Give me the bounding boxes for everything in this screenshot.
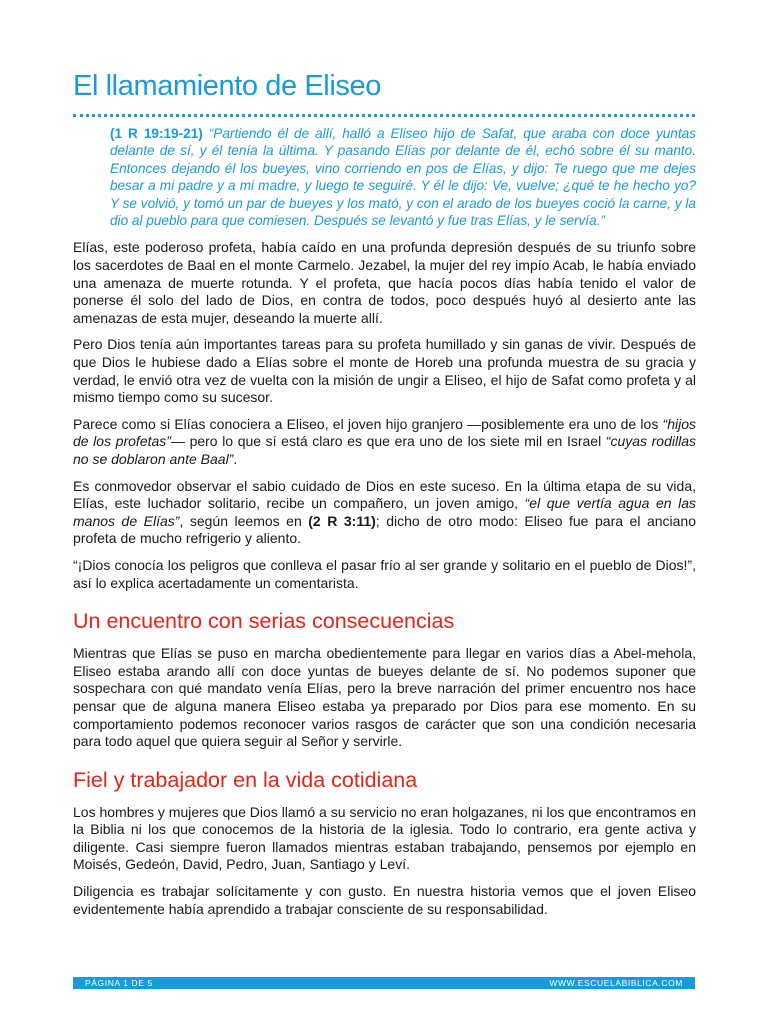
- intro-paragraph-1: Elías, este poderoso profeta, había caído en una profunda depresión después de su triunfo sobre los sacerdotes de Baal en el monte Carmelo. Jezabel, la mujer del rey impío Acab, le había enviado una amenaza de muerte rotunda. Y el profeta, que hacía pocos días había tenido el valor de ponerse él solo del lado de Dios, en contra de todos, poco después huyó al desierto ante las amenazas de esta mujer, deseando la muerte allí.: [73, 239, 696, 326]
- section-heading-fiel: Fiel y trabajador en la vida cotidiana: [73, 767, 418, 792]
- page-number: PÁGINA 1 DE 5: [85, 978, 153, 988]
- quoted-phrase: “hijos de los profetas”: [73, 415, 696, 450]
- page-footer: [73, 977, 695, 989]
- page-title: El llamamiento de Eliseo: [73, 70, 381, 102]
- section-heading-encuentro: Un encuentro con serias consecuencias: [73, 609, 455, 634]
- section1-paragraph-1: Mientras que Elías se puso en marcha obedientemente para llegar en varios días a Abel-mehola, Eliseo estaba arando allí con doce yuntas de bueyes delante de sí. No podemos suponer que sospechara con qué mandato venía Elías, pero la breve narración del primer encuentro nos hace pensar que de alguna manera Eliseo estaba ya preparado por Dios para ese momento. En su comportamiento podemos reconocer varios rasgos de carácter que son una condición necesaria para todo aquel que quiera seguir al Señor y servirle.: [73, 645, 696, 750]
- text-run: — pero lo que sí está claro es que era uno de los siete mil en Israel: [170, 433, 606, 450]
- text-run: , según leemos en: [179, 512, 309, 529]
- bible-reference: (2 R 3:11): [308, 512, 376, 529]
- scripture-text: “Partiendo él de allí, halló a Eliseo hijo de Safat, que araba con doce yuntas delante de sí, y él tenía la última. Y pasando Elías por delante de él, echó sobre él su manto. Entonces dejando él los bueyes, vino corriendo en pos de Elías, y dijo: Te ruego que me dejes besar a mi padre y a mi madre, y luego te seguiré. Y él le dijo: Ve, vuelve; ¿qué te he hecho yo? Y se volvió, y tomó un par de bueyes y los mató, y con el arado de los bueyes coció la carne, y la dio al pueblo para que comiesen. Después se levantó y fue tras Elías, y le servía.”: [110, 126, 696, 229]
- intro-paragraph-4: [73, 478, 696, 548]
- intro-paragraph-2: Pero Dios tenía aún importantes tareas para su profeta humillado y sin ganas de vivir. Después de que Dios le hubiese dado a Elías sobre el monte de Horeb una profunda muestra de su gracia y verdad, le envió otra vez de vuelta con la misión de ungir a Eliseo, el hijo de Safat como profeta y al mismo tiempo como su sucesor.: [73, 336, 696, 406]
- intro-paragraph-5: “¡Dios conocía los peligros que conlleva el pasar frío al ser grande y solitario en el pueblo de Dios!”, así lo explica acertadamente un comentarista.: [73, 556, 696, 591]
- quoted-phrase: “el que vertía agua en las manos de Elías”: [73, 495, 696, 529]
- text-run: Es conmovedor observar el sabio cuidado de Dios en este suceso. En la última etapa de su vida, Elías, este luchador solitario, recibe un compañero, un joven amigo,: [73, 477, 696, 512]
- page-content: [73, 66, 696, 918]
- section2-paragraph-1: Los hombres y mujeres que Dios llamó a su servicio no eran holgazanes, ni los que encontramos en la Biblia ni los que conocemos de la historia de la iglesia. Todo lo contrario, era gente activa y diligente. Casi siempre fueron llamados mientras estaban trabajando, pensemos por ejemplo en Moisés, Gedeón, David, Pedro, Juan, Santiago y Leví.: [73, 803, 696, 873]
- scripture-quote: [110, 125, 696, 229]
- quoted-phrase: “cuyas rodillas no se doblaron ante Baal”: [73, 433, 696, 467]
- text-run: ; dicho de otro modo: Eliseo fue para el anciano profeta de mucho refrigerio y aliento.: [73, 512, 696, 547]
- scripture-reference: (1 R 19:19-21): [110, 126, 203, 141]
- text-run: .: [233, 450, 238, 467]
- title-divider: [73, 114, 695, 117]
- section2-paragraph-2: Diligencia es trabajar solícitamente y con gusto. En nuestra historia vemos que el joven Eliseo evidentemente había aprendido a trabajar consciente de su responsabilidad.: [73, 883, 696, 917]
- intro-paragraph-3: [73, 416, 696, 469]
- website-link[interactable]: WWW.ESCUELABIBLICA.COM: [549, 978, 683, 988]
- text-run: Parece como si Elías conociera a Eliseo, el joven hijo granjero —posiblemente era uno de los: [73, 415, 663, 432]
